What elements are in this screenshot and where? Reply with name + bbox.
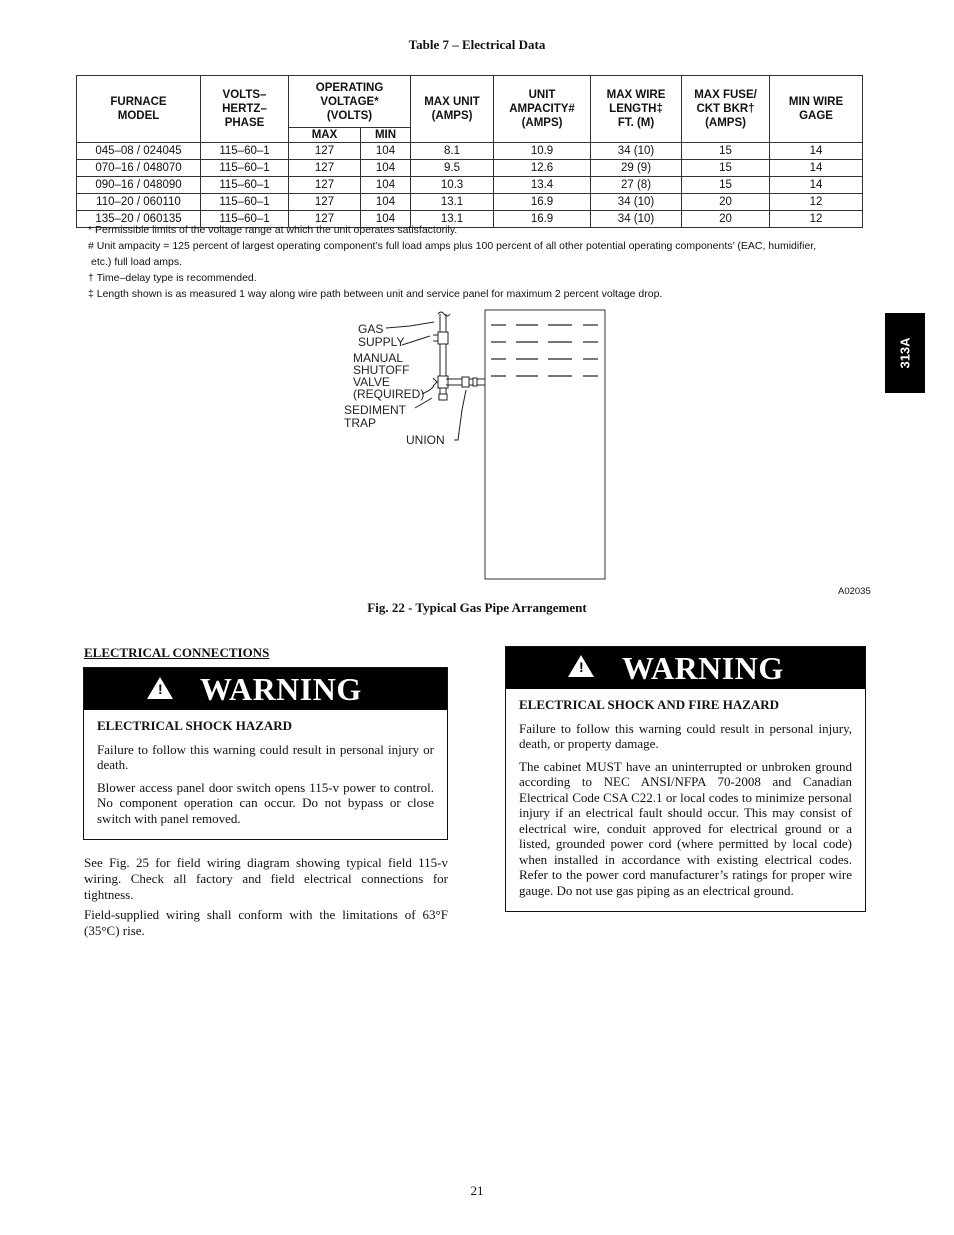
col-header-operating-voltage: OPERATING VOLTAGE* (VOLTS) [289,76,411,128]
label-union: UNION [406,433,445,447]
table-notes [88,222,868,302]
table-cell: 115–60–1 [201,194,289,211]
table-cell: 10.3 [411,177,494,194]
table-cell: 115–60–1 [201,160,289,177]
table-cell: 127 [289,211,361,228]
warning-header [84,668,447,710]
table-cell: 115–60–1 [201,211,289,228]
table-cell: 104 [361,194,411,211]
warning-title: WARNING [622,650,784,686]
table-cell: 127 [289,194,361,211]
table-cell: 29 (9) [591,160,682,177]
table-cell: 34 (10) [591,211,682,228]
col-header-max-fuse: MAX FUSE/ CKT BKR† (AMPS) [682,76,770,143]
col-header-min-wire-gage: MIN WIRE GAGE [770,76,863,143]
note-ampacity: # Unit ampacity = 125 percent of largest operating component’s full load amps plus 100 percent of all other potential operating components’ (EAC, humidifier, [88,240,817,252]
table-cell: 8.1 [411,143,494,160]
col-header-max: MAX [289,128,361,143]
table-cell: 070–16 / 048070 [77,160,201,177]
furnace-cabinet [485,310,605,579]
side-tab [885,313,925,393]
figure-code: A02035 [838,586,871,597]
table-cell: 34 (10) [591,143,682,160]
table-cell: 20 [682,211,770,228]
hazard-title: ELECTRICAL SHOCK AND FIRE HAZARD [519,697,780,712]
label-required: (REQUIRED) [353,387,425,401]
table-cell: 16.9 [494,211,591,228]
note-wire-length: ‡ Length shown is as measured 1 way along wire path between unit and service panel for maximum 2 percent voltage drop. [88,288,663,300]
warning-triangle-icon: ! [568,655,594,677]
warning-box-shock-fire [505,646,866,912]
col-header-max-wire-length: MAX WIRE LENGTH‡ FT. (M) [591,76,682,143]
label-gas: GAS [358,322,384,336]
table-cell: 13.1 [411,194,494,211]
table-cell: 115–60–1 [201,143,289,160]
page-number: 21 [470,1183,484,1198]
figure-caption: Fig. 22 - Typical Gas Pipe Arrangement [367,600,587,615]
note-ampacity-cont: etc.) full load amps. [91,256,183,268]
table-cell: 12 [770,211,863,228]
label-supply: SUPPLY [358,335,405,349]
table-cell: 9.5 [411,160,494,177]
table-cell: 12 [770,194,863,211]
warning-text: Failure to follow this warning could result in personal injury, death, or property damage. [519,720,852,751]
hazard-title: ELECTRICAL SHOCK HAZARD [97,718,293,733]
warning-text: Failure to follow this warning could result in personal injury or death. [97,741,434,772]
table-cell: 110–20 / 060110 [77,194,201,211]
table-cell: 127 [289,143,361,160]
table-cell: 13.4 [494,177,591,194]
table-cell: 14 [770,143,863,160]
warning-title: WARNING [200,671,362,707]
warning-text: Blower access panel door switch opens 115-v power to control. No component operation can occur. Do not bypass or close switch with panel removed. [97,779,434,826]
table-cell: 14 [770,160,863,177]
table-cell: 27 (8) [591,177,682,194]
body-paragraph: See Fig. 25 for field wiring diagram showing typical field 115-v wiring. Check all factory and field electrical connections for tightness. [84,855,448,902]
table-cell: 10.9 [494,143,591,160]
gas-pipe [433,312,485,400]
table-row [77,143,863,160]
table-cell: 15 [682,177,770,194]
table-cell: 16.9 [494,194,591,211]
label-trap: TRAP [344,416,377,430]
table-cell: 20 [682,194,770,211]
table-cell: 12.6 [494,160,591,177]
side-tab-label: 313A [897,337,913,369]
label-valve: VALVE [353,375,390,389]
table-cell: 15 [682,143,770,160]
col-header-max-unit: MAX UNIT (AMPS) [411,76,494,143]
body-paragraph: Field-supplied wiring shall conform with the limitations of 63°F (35°C) rise. [84,907,448,938]
cabinet-vent-dashes [491,325,598,376]
warning-text: The cabinet MUST have an uninterrupted or unbroken ground according to NEC ANSI/NFPA 70-2008 and Canadian Electrical Code CSA C22.1 or local codes to minimize personal injury if an electrical fault should occur. This may consist of electrical wire, conduit approved for electrical ground or a listed, grounded power cord (where permitted by local code) when installed in accordance with existing electrical codes. Refer to the power cord manufacturer’s ratings for proper wire gauge. Do not use gas piping as an electrical ground. [519,758,852,898]
note-voltage: * Permissible limits of the voltage range at which the unit operates satisfactorily. [88,224,458,236]
col-header-min: MIN [361,128,411,143]
label-shutoff: SHUTOFF [353,363,410,377]
table-cell: 13.1 [411,211,494,228]
table-title: Table 7 – Electrical Data [408,37,546,52]
col-header-furnace-model: FURNACE MODEL [77,76,201,143]
label-manual: MANUAL [353,351,404,365]
label-sediment: SEDIMENT [344,403,407,417]
table-cell: 135–20 / 060135 [77,211,201,228]
table-row [77,194,863,211]
note-time-delay: † Time–delay type is recommended. [88,272,257,284]
col-header-volts: VOLTS– HERTZ– PHASE [201,76,289,143]
table-row [77,177,863,194]
table-cell: 104 [361,177,411,194]
table-cell: 090–16 / 048090 [77,177,201,194]
col-header-unit-ampacity: UNIT AMPACITY# (AMPS) [494,76,591,143]
warning-triangle-icon: ! [147,677,173,699]
table-cell: 14 [770,177,863,194]
electrical-data-table [76,75,863,228]
table-cell: 15 [682,160,770,177]
warning-header [506,647,865,689]
table-cell: 34 (10) [591,194,682,211]
table-cell: 127 [289,177,361,194]
section-heading: ELECTRICAL CONNECTIONS [84,645,270,660]
table-cell: 104 [361,160,411,177]
table-cell: 115–60–1 [201,177,289,194]
table-cell: 045–08 / 024045 [77,143,201,160]
table-cell: 127 [289,160,361,177]
table-cell: 104 [361,211,411,228]
warning-box-shock [83,667,448,840]
table-row [77,160,863,177]
table-cell: 104 [361,143,411,160]
